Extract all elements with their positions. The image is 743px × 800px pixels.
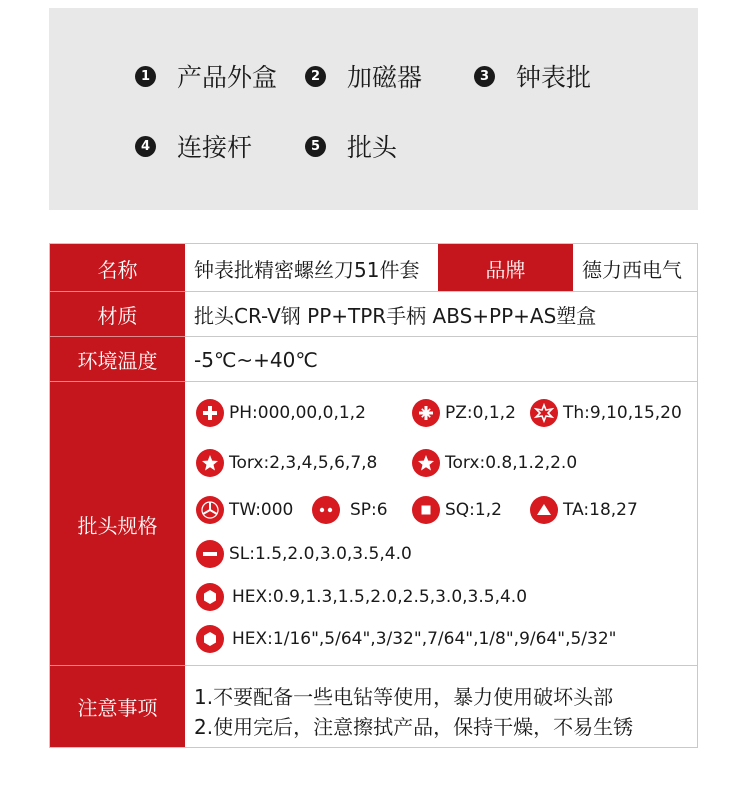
spec-text: Torx:2,3,4,5,6,7,8 xyxy=(229,453,378,473)
row-divider xyxy=(185,291,697,292)
tri-wing-star-icon xyxy=(530,399,558,427)
name-label: 名称 xyxy=(50,244,185,292)
brand-label: 品牌 xyxy=(438,244,573,292)
env-temp-value: -5℃~+40℃ xyxy=(185,337,697,382)
legend-item-watch-driver xyxy=(474,58,591,94)
row-divider xyxy=(185,336,697,337)
spec-table xyxy=(49,243,698,748)
spec-text: SL:1.5,2.0,3.0,3.5,4.0 xyxy=(229,544,412,564)
legend-label: 产品外盒 xyxy=(177,63,278,92)
legend-label: 连接杆 xyxy=(177,133,253,162)
row-divider xyxy=(185,665,697,666)
spec-tw xyxy=(196,496,293,524)
spec-hex-metric xyxy=(196,583,527,611)
spanner-icon xyxy=(312,496,340,524)
spec-text: TA:18,27 xyxy=(563,500,638,520)
legend-item-magnetizer xyxy=(305,58,422,94)
slotted-icon xyxy=(196,540,224,568)
env-temp-label: 环境温度 xyxy=(50,337,185,382)
row-divider xyxy=(185,381,697,382)
spec-th xyxy=(530,399,682,427)
spec-text: TW:000 xyxy=(229,500,294,520)
spec-hex-inch xyxy=(196,625,616,653)
spec-text: PH:000,00,0,1,2 xyxy=(229,403,366,423)
bit-spec-label: 批头规格 xyxy=(50,382,185,666)
tri-wing-icon xyxy=(196,496,224,524)
spec-text: PZ:0,1,2 xyxy=(445,403,516,423)
number-badge: 5 xyxy=(305,136,326,157)
spec-text: HEX:0.9,1.3,1.5,2.0,2.5,3.0,3.5,4.0 xyxy=(232,587,528,607)
note-line-2: 2.使用完后，注意擦拭产品，保持干燥，不易生锈 xyxy=(194,715,634,739)
legend-label: 加磁器 xyxy=(347,63,423,92)
label-divider xyxy=(50,381,185,382)
legend-item-extension-rod xyxy=(135,128,252,164)
spec-sl xyxy=(196,540,412,568)
notes-label: 注意事项 xyxy=(50,666,185,747)
brand-value: 德力西电气 xyxy=(573,244,697,292)
material-label: 材质 xyxy=(50,292,185,337)
triangle-icon xyxy=(530,496,558,524)
hex-icon xyxy=(196,583,224,611)
square-icon xyxy=(412,496,440,524)
spec-sp xyxy=(312,496,388,524)
legend-item-box xyxy=(135,58,277,94)
hex-inch-icon xyxy=(196,625,224,653)
spec-pozidriv xyxy=(412,399,516,427)
name-value: 钟表批精密螺丝刀51件套 xyxy=(185,244,438,292)
spec-text: Th:9,10,15,20 xyxy=(563,403,682,423)
spec-torx xyxy=(196,449,377,477)
phillips-icon xyxy=(196,399,224,427)
note-line-1: 1.不要配备一些电钻等使用，暴力使用破坏头部 xyxy=(194,685,614,709)
spec-text: Torx:0.8,1.2,2.0 xyxy=(445,453,578,473)
spec-text: SP:6 xyxy=(350,500,388,520)
legend-label: 钟表批 xyxy=(516,63,592,92)
label-divider xyxy=(50,665,185,666)
spec-text: HEX:1/16",5/64",3/32",7/64",1/8",9/64",5/32" xyxy=(232,629,617,649)
spec-sq xyxy=(412,496,502,524)
spec-torx-small xyxy=(412,449,577,477)
torx-icon xyxy=(196,449,224,477)
material-value: 批头CR-V钢 PP+TPR手柄 ABS+PP+AS塑盒 xyxy=(185,292,697,337)
label-divider xyxy=(50,336,185,337)
spec-phillips xyxy=(196,399,366,427)
torx-star-icon xyxy=(412,449,440,477)
number-badge: 1 xyxy=(135,66,156,87)
pozidriv-icon xyxy=(412,399,440,427)
spec-text: SQ:1,2 xyxy=(445,500,502,520)
parts-legend xyxy=(49,8,698,210)
legend-label: 批头 xyxy=(347,133,398,162)
number-badge: 3 xyxy=(474,66,495,87)
spec-ta xyxy=(530,496,638,524)
number-badge: 2 xyxy=(305,66,326,87)
number-badge: 4 xyxy=(135,136,156,157)
label-divider xyxy=(50,291,185,292)
legend-item-bits xyxy=(305,128,397,164)
